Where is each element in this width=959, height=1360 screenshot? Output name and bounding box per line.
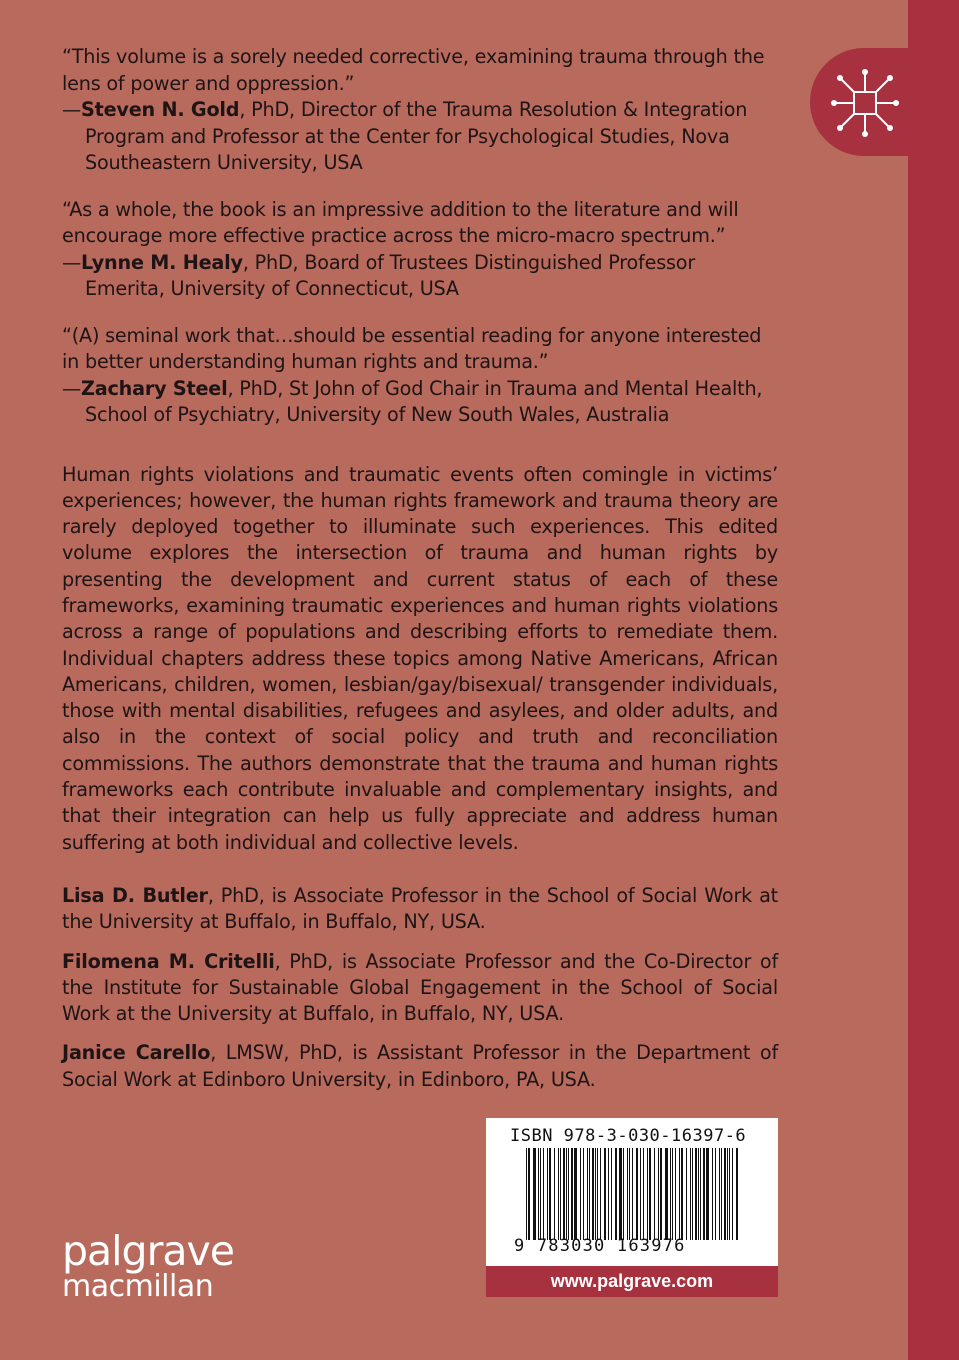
spine bbox=[908, 0, 959, 1360]
barcode-bar bbox=[700, 1148, 701, 1240]
barcode-bar bbox=[600, 1148, 601, 1240]
barcode-bar bbox=[627, 1148, 628, 1240]
barcode-bar bbox=[554, 1148, 555, 1240]
quote-attribution bbox=[62, 97, 778, 177]
barcode-bar bbox=[703, 1148, 705, 1240]
barcode-bar bbox=[732, 1148, 733, 1240]
quote-attribution bbox=[62, 250, 778, 303]
publisher-wordmark bbox=[62, 1227, 235, 1304]
barcode-bar bbox=[686, 1148, 687, 1240]
quote-author: Lynne M. Healy bbox=[81, 250, 243, 274]
barcode-bar bbox=[540, 1148, 541, 1240]
barcode-bar bbox=[706, 1148, 709, 1240]
barcode-bar bbox=[549, 1148, 551, 1240]
barcode-bar bbox=[675, 1148, 676, 1240]
barcode-bar bbox=[619, 1148, 622, 1240]
barcode-bar bbox=[690, 1148, 691, 1240]
barcode-bar bbox=[589, 1148, 590, 1240]
barcode-bar bbox=[695, 1148, 697, 1240]
barcode-bar bbox=[632, 1148, 633, 1240]
barcode-bar bbox=[608, 1148, 609, 1240]
publisher-name-line1: palgrave bbox=[62, 1227, 235, 1275]
editor-name: Janice Carello bbox=[62, 1041, 211, 1065]
editor-name: Lisa D. Butler bbox=[62, 883, 208, 907]
quote-author: Steven N. Gold bbox=[81, 98, 240, 121]
barcode-digits: 9 783030 163976 bbox=[514, 1236, 686, 1256]
barcode-bar bbox=[566, 1148, 567, 1240]
barcode-bar bbox=[729, 1148, 730, 1240]
quote-text: “This volume is a sorely needed corrective, examining trauma through the lens of power and oppression.” bbox=[62, 45, 765, 95]
barcode-bar bbox=[647, 1148, 648, 1240]
barcode-bar bbox=[543, 1148, 544, 1240]
barcode-bar bbox=[698, 1148, 699, 1240]
publisher-logo-tab bbox=[810, 48, 959, 156]
barcode-bar bbox=[560, 1148, 561, 1240]
barcode-bar bbox=[712, 1148, 713, 1240]
barcode-bar bbox=[658, 1148, 659, 1240]
quote-dash: — bbox=[62, 250, 81, 274]
quote-author: Zachary Steel bbox=[81, 376, 228, 400]
barcode-bar bbox=[526, 1148, 527, 1240]
editor-bio-text: , PhD, is Associate Professor in the School of Social Work at the University at Buffalo, in Buffalo, NY, USA. bbox=[62, 883, 778, 934]
editor-bio-text: , PhD, is Associate Professor and the Co-Director of the Institute for Sustainable Global Engagement in the School of Social Work at the University at Buffalo, in Buffalo, NY, USA. bbox=[62, 949, 779, 1026]
quote-affiliation: , PhD, Board of Trustees Distinguished Professor Emerita, University of Connecticut, USA bbox=[85, 250, 696, 300]
barcode-bar bbox=[736, 1148, 738, 1240]
barcode-bar bbox=[583, 1148, 584, 1240]
barcode-bar bbox=[672, 1148, 673, 1240]
editor-bio-1 bbox=[62, 883, 778, 936]
endorsement-quote-1 bbox=[62, 44, 778, 177]
barcode-bar bbox=[721, 1148, 722, 1240]
barcode-bar bbox=[611, 1148, 612, 1240]
quote-dash: — bbox=[62, 376, 81, 400]
barcode-bar bbox=[654, 1148, 655, 1240]
barcode-bar bbox=[681, 1148, 683, 1240]
barcode-bar bbox=[571, 1148, 573, 1240]
barcode-bar bbox=[563, 1148, 565, 1240]
barcode-icon bbox=[526, 1148, 746, 1240]
barcode-bar bbox=[665, 1148, 668, 1240]
barcode-bar bbox=[538, 1148, 539, 1240]
editor-bio-text: , LMSW, PhD, is Assistant Professor in the Department of Social Work at Edinboro University, in Edinboro, PA, USA. bbox=[62, 1041, 779, 1091]
barcode-bar bbox=[558, 1148, 559, 1240]
barcode-bar bbox=[597, 1148, 598, 1240]
endorsement-quote-3 bbox=[62, 323, 778, 429]
book-description: Human rights violations and traumatic events often comingle in victims’ experiences; however, the human rights framework and trauma theory are rarely deployed together to illuminate such experiences. This edited volume explores the intersection of trauma and human rights by presenting the development and current status of each of these frameworks, examining traumatic experiences and human rights violations across a range of populations and describing efforts to remediate them. Individual chapters address these topics among Native Americans, African Americans, children, women, lesbian/gay/bisexual/ transgender individuals, those with mental disabilities, refugees and asylees, and older adults, and also in the context of social policy and truth and reconciliation commissions. The authors demonstrate that the trauma and human rights frameworks each contribute invaluable and complementary insights, and that their integration can help us fully appreciate and address human suffering at both individual and collective levels. bbox=[62, 462, 778, 854]
isbn-barcode-box bbox=[486, 1118, 778, 1266]
barcode-bar bbox=[715, 1148, 716, 1240]
quote-affiliation: , PhD, St John of God Chair in Trauma and Mental Health, School of Psychiatry, University of New South Wales, Australia bbox=[85, 376, 763, 426]
barcode-bar bbox=[724, 1148, 726, 1240]
barcode-bar bbox=[640, 1148, 641, 1240]
publisher-name-line2: macmillan bbox=[62, 1269, 214, 1304]
barcode-bar bbox=[679, 1148, 680, 1240]
barcode-bar bbox=[719, 1148, 720, 1240]
barcode-bar bbox=[670, 1148, 671, 1240]
editor-bio-2 bbox=[62, 949, 778, 1028]
barcode-bar bbox=[604, 1148, 606, 1240]
barcode-bar bbox=[623, 1148, 624, 1240]
barcode-bar bbox=[615, 1148, 617, 1240]
barcode-bar bbox=[528, 1148, 530, 1240]
palgrave-network-icon bbox=[830, 68, 900, 138]
editor-name: Filomena M. Critelli bbox=[62, 949, 275, 973]
editor-bio-3 bbox=[62, 1040, 778, 1093]
barcode-bar bbox=[580, 1148, 581, 1240]
barcode-bar bbox=[629, 1148, 630, 1240]
back-cover-text bbox=[62, 44, 778, 1106]
barcode-bar bbox=[547, 1148, 548, 1240]
quote-attribution bbox=[62, 376, 778, 429]
barcode-bar bbox=[595, 1148, 596, 1240]
barcode-bar bbox=[568, 1148, 569, 1240]
barcode-bar bbox=[660, 1148, 662, 1240]
barcode-bar bbox=[649, 1148, 651, 1240]
publisher-url[interactable]: www.palgrave.com bbox=[486, 1266, 778, 1297]
barcode-bar bbox=[727, 1148, 728, 1240]
quote-text: “As a whole, the book is an impressive addition to the literature and will encourage more effective practice across the micro-macro spectrum.” bbox=[62, 197, 739, 247]
barcode-bar bbox=[643, 1148, 644, 1240]
isbn-label: ISBN 978-3-030-16397-6 bbox=[510, 1126, 747, 1146]
quote-dash: — bbox=[62, 98, 81, 121]
endorsement-quote-2 bbox=[62, 197, 778, 303]
quote-text: “(A) seminal work that…should be essential reading for anyone interested in better understanding human rights and trauma.” bbox=[62, 323, 762, 373]
barcode-bar bbox=[587, 1148, 588, 1240]
barcode-bar bbox=[592, 1148, 594, 1240]
quote-affiliation: , PhD, Director of the Trauma Resolution & Integration Program and Professor at the Center for Psychological Studies, Nova Southeastern University, USA bbox=[85, 98, 748, 174]
barcode-bar bbox=[533, 1148, 536, 1240]
barcode-bar bbox=[692, 1148, 693, 1240]
barcode-bar bbox=[574, 1148, 577, 1240]
barcode-bar bbox=[636, 1148, 638, 1240]
